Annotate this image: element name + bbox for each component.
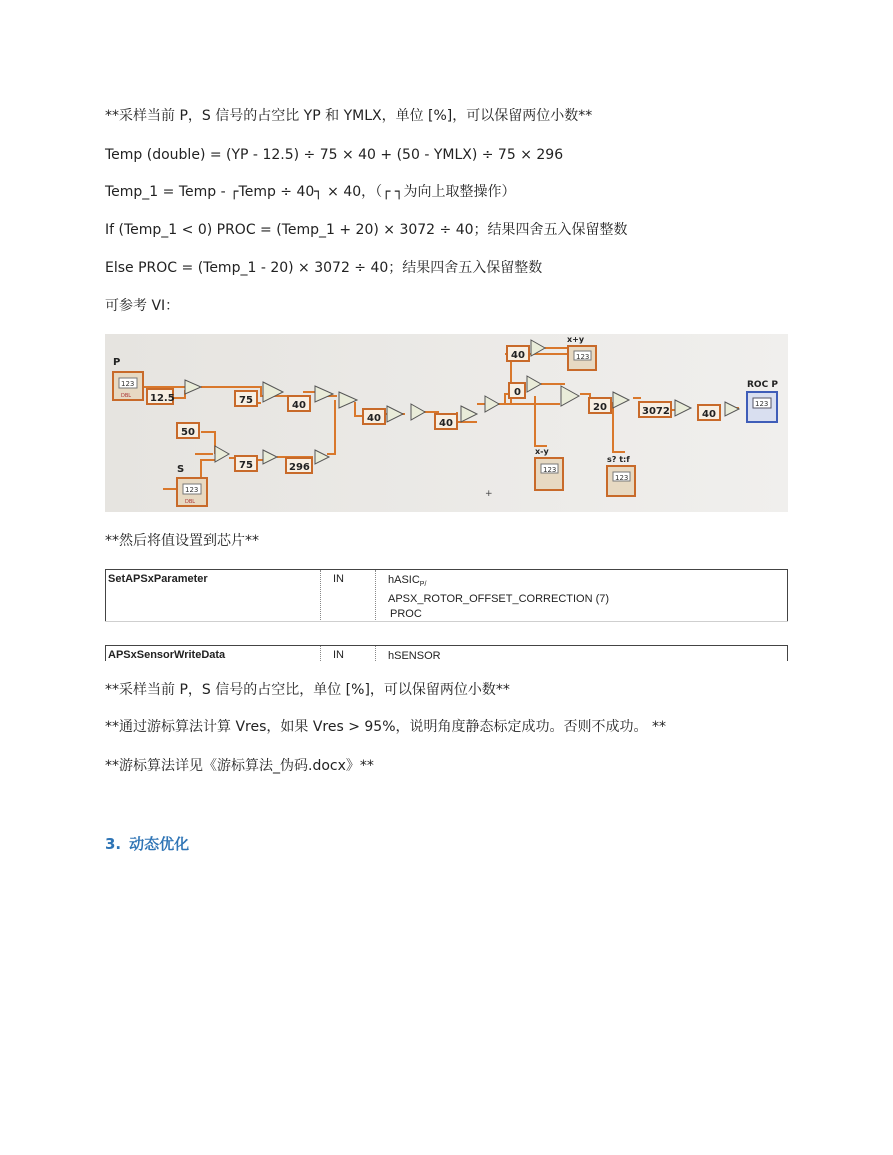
svg-text:123: 123 [576, 353, 590, 361]
indicator-xplusy [568, 346, 596, 370]
svg-text:50: 50 [181, 427, 195, 438]
const-12-5 [147, 389, 175, 404]
const-0 [509, 383, 525, 398]
const-40-a [288, 396, 310, 411]
svg-text:123: 123 [121, 380, 135, 388]
formula-temp: Temp (double) = (YP - 12.5) ÷ 75 × 40 + (50 - YMLX) ÷ 75 × 296 [105, 147, 564, 163]
paragraph-sample-duty-2: **采样当前 P，S 信号的占空比，单位 [%]，可以保留两位小数** [105, 682, 510, 698]
const-20 [589, 398, 611, 413]
const-296 [286, 458, 312, 473]
control-s [177, 478, 207, 506]
section-title: 动态优化 [129, 835, 190, 853]
section-heading-dynamic-optimization [105, 833, 189, 854]
param-list [375, 570, 788, 622]
indicator-xminusy [535, 458, 563, 490]
paragraph-vernier-ref: **游标算法详见《游标算法_伪码.docx》** [105, 758, 374, 774]
function-table-setapsxparameter [105, 569, 788, 622]
svg-text:DBL: DBL [185, 499, 196, 505]
svg-text:123: 123 [615, 474, 629, 482]
paragraph-sample-duty: **采样当前 P，S 信号的占空比 YP 和 YMLX，单位 [%]，可以保留两位小数** [105, 108, 593, 124]
vi-block-diagram [105, 334, 788, 512]
svg-text:DBL: DBL [121, 393, 132, 399]
svg-text:3072: 3072 [642, 406, 670, 417]
vi-label-p: P [113, 357, 121, 368]
svg-text:296: 296 [289, 462, 310, 473]
control-p [113, 372, 143, 400]
svg-text:12.5: 12.5 [150, 393, 175, 404]
svg-text:123: 123 [755, 400, 769, 408]
const-3072 [639, 402, 671, 417]
formula-else-proc: Else PROC = (Temp_1 - 20) × 3072 ÷ 40；结果四舍五入保留整数 [105, 260, 543, 276]
const-40-d [507, 346, 529, 361]
indicator-roc-p [747, 392, 777, 422]
param-hasic-sub: P/ [419, 581, 427, 589]
function-table-apsxsensorwritedata [105, 645, 788, 661]
param-list [375, 646, 788, 661]
svg-text:40: 40 [439, 418, 453, 429]
paragraph-set-chip: **然后将值设置到芯片** [105, 533, 259, 549]
param-hasic: hASIC [388, 574, 420, 586]
param-proc: PROC [390, 608, 422, 621]
paragraph-vernier-vres: **通过游标算法计算 Vres，如果 Vres > 95%，说明角度静态标定成功。否则不成功。 ** [105, 719, 666, 735]
formula-if-proc: If (Temp_1 < 0) PROC = (Temp_1 + 20) × 3072 ÷ 40；结果四舍五入保留整数 [105, 222, 628, 238]
svg-text:123: 123 [185, 486, 199, 494]
vi-label-sqtf: s? t:f [607, 455, 630, 464]
vi-label-s: S [177, 464, 185, 475]
svg-text:123: 123 [543, 466, 557, 474]
svg-text:75: 75 [239, 460, 253, 471]
const-40-b [363, 409, 385, 424]
formula-temp1: Temp_1 = Temp - ┌Temp ÷ 40┐ × 40，（┌ ┐为向上取整操作） [105, 184, 516, 200]
table1-bottom-rule [105, 621, 788, 622]
svg-text:75: 75 [239, 395, 253, 406]
const-75-b [235, 456, 257, 471]
svg-text:20: 20 [593, 402, 607, 413]
param-direction: IN [320, 646, 375, 661]
svg-text:40: 40 [511, 350, 525, 361]
function-name: SetAPSxParameter [105, 570, 320, 622]
section-number: 3. [105, 835, 122, 853]
param-direction: IN [320, 570, 375, 622]
svg-text:+: + [485, 489, 493, 499]
const-50 [177, 423, 199, 438]
const-40-e [698, 405, 720, 420]
function-name: APSxSensorWriteData [105, 646, 320, 661]
vi-label-xminusy: x-y [535, 447, 549, 456]
indicator-sqtf [607, 466, 635, 496]
param-offset-correction: APSX_ROTOR_OFFSET_CORRECTION (7) [388, 593, 610, 606]
const-40-c [435, 414, 457, 429]
reference-vi-caption: 可参考 VI： [105, 298, 180, 314]
const-75-a [235, 391, 257, 406]
vi-label-xplusy: x+y [567, 335, 585, 344]
param-hsensor: hSENSOR [388, 650, 441, 662]
svg-text:0: 0 [514, 387, 521, 398]
svg-text:40: 40 [702, 409, 716, 420]
svg-text:40: 40 [292, 400, 306, 411]
vi-label-rocp: ROC P [747, 380, 778, 390]
svg-text:40: 40 [367, 413, 381, 424]
